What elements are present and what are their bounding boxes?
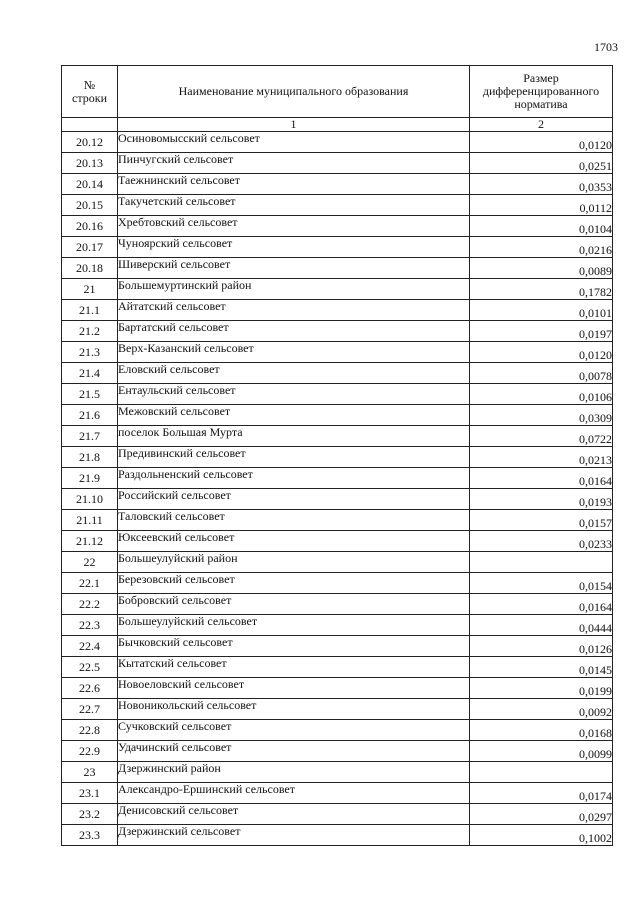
table-row	[62, 132, 613, 153]
normative-value-cell: 0,0078	[470, 363, 613, 384]
column-index-value: 2	[470, 118, 613, 132]
row-number-cell: 21.4	[62, 363, 118, 384]
normative-value-cell: 0,0168	[470, 720, 613, 741]
municipality-name-cell: Бычковский сельсовет	[118, 636, 470, 657]
municipality-name-cell: Ентаульский сельсовет	[118, 384, 470, 405]
normative-value-cell: 0,0145	[470, 657, 613, 678]
row-number-cell: 22.5	[62, 657, 118, 678]
normative-value-cell: 0,0120	[470, 132, 613, 153]
municipality-name-cell: Кытатский сельсовет	[118, 657, 470, 678]
row-number-cell: 22.6	[62, 678, 118, 699]
table-row	[62, 636, 613, 657]
table-row	[62, 216, 613, 237]
normative-value-cell: 0,1782	[470, 279, 613, 300]
normative-value-cell: 0,0197	[470, 321, 613, 342]
normative-value-cell: 0,1002	[470, 825, 613, 846]
column-index-row	[62, 118, 613, 132]
municipality-name-cell: Верх-Казанский сельсовет	[118, 342, 470, 363]
table-row	[62, 678, 613, 699]
table-row	[62, 321, 613, 342]
row-number-cell: 22.9	[62, 741, 118, 762]
table-row	[62, 741, 613, 762]
row-number-cell: 22.4	[62, 636, 118, 657]
row-number-cell: 21.1	[62, 300, 118, 321]
municipality-name-cell: Большеулуйский район	[118, 552, 470, 573]
row-number-cell: 21.8	[62, 447, 118, 468]
column-index-empty	[62, 118, 118, 132]
municipality-name-cell: Предивинский сельсовет	[118, 447, 470, 468]
table-header-row	[62, 66, 613, 118]
municipality-name-cell: Удачинский сельсовет	[118, 741, 470, 762]
municipality-name-cell: Дзержинский район	[118, 762, 470, 783]
normative-value-cell: 0,0309	[470, 405, 613, 426]
normative-value-cell: 0,0104	[470, 216, 613, 237]
row-number-cell: 21.7	[62, 426, 118, 447]
row-number-cell: 22.3	[62, 615, 118, 636]
row-number-cell: 22.2	[62, 594, 118, 615]
normative-value-cell: 0,0126	[470, 636, 613, 657]
municipality-name-cell: Таловский сельсовет	[118, 510, 470, 531]
row-number-cell: 22	[62, 552, 118, 573]
municipality-name-cell: поселок Большая Мурта	[118, 426, 470, 447]
table-row	[62, 489, 613, 510]
municipality-name-cell: Таежнинский сельсовет	[118, 174, 470, 195]
municipality-name-cell: Сучковский сельсовет	[118, 720, 470, 741]
municipality-name-cell: Осиновомысский сельсовет	[118, 132, 470, 153]
municipality-name-cell: Еловский сельсовет	[118, 363, 470, 384]
municipality-name-cell: Пинчугский сельсовет	[118, 153, 470, 174]
table-row	[62, 279, 613, 300]
row-number-cell: 23	[62, 762, 118, 783]
normative-value-cell: 0,0101	[470, 300, 613, 321]
municipality-name-cell: Такучетский сельсовет	[118, 195, 470, 216]
table-row	[62, 552, 613, 573]
row-number-cell: 22.1	[62, 573, 118, 594]
table-row	[62, 762, 613, 783]
municipality-name-cell: Раздольненский сельсовет	[118, 468, 470, 489]
normative-value-cell: 0,0120	[470, 342, 613, 363]
normative-value-cell: 0,0164	[470, 594, 613, 615]
table-row	[62, 405, 613, 426]
normative-value-cell: 0,0106	[470, 384, 613, 405]
normative-value-cell	[470, 552, 613, 573]
normative-value-cell: 0,0099	[470, 741, 613, 762]
normative-value-cell: 0,0174	[470, 783, 613, 804]
row-number-cell: 21.2	[62, 321, 118, 342]
page-number: 1703	[594, 40, 618, 54]
row-number-cell: 20.18	[62, 258, 118, 279]
municipality-name-cell: Новоникольский сельсовет	[118, 699, 470, 720]
table-row	[62, 783, 613, 804]
municipality-name-cell: Айтатский сельсовет	[118, 300, 470, 321]
table-row	[62, 804, 613, 825]
row-number-cell: 20.14	[62, 174, 118, 195]
row-number-cell: 23.3	[62, 825, 118, 846]
normative-value-cell: 0,0157	[470, 510, 613, 531]
municipality-name-cell: Дзержинский сельсовет	[118, 825, 470, 846]
municipality-name-cell: Большеулуйский сельсовет	[118, 615, 470, 636]
header-row-number: № строки	[62, 66, 118, 118]
table-row	[62, 657, 613, 678]
table-row	[62, 594, 613, 615]
table-row	[62, 510, 613, 531]
table-row	[62, 384, 613, 405]
row-number-cell: 20.17	[62, 237, 118, 258]
row-number-cell: 21.6	[62, 405, 118, 426]
normative-value-cell: 0,0444	[470, 615, 613, 636]
header-normative-size: Размер дифференцированного норматива	[470, 66, 613, 118]
row-number-cell: 22.7	[62, 699, 118, 720]
municipality-name-cell: Российский сельсовет	[118, 489, 470, 510]
row-number-cell: 21.10	[62, 489, 118, 510]
row-number-cell: 23.2	[62, 804, 118, 825]
row-number-cell: 22.8	[62, 720, 118, 741]
table-row	[62, 426, 613, 447]
normative-value-cell: 0,0092	[470, 699, 613, 720]
municipality-name-cell: Юксеевский сельсовет	[118, 531, 470, 552]
table-row	[62, 174, 613, 195]
normative-value-cell: 0,0154	[470, 573, 613, 594]
table-row	[62, 615, 613, 636]
normative-value-cell: 0,0213	[470, 447, 613, 468]
municipality-name-cell: Межовский сельсовет	[118, 405, 470, 426]
normative-table	[61, 65, 613, 846]
column-index-name: 1	[118, 118, 470, 132]
row-number-cell: 20.13	[62, 153, 118, 174]
normative-value-cell: 0,0112	[470, 195, 613, 216]
table-row	[62, 699, 613, 720]
table-row	[62, 573, 613, 594]
table-row	[62, 300, 613, 321]
row-number-cell: 21.9	[62, 468, 118, 489]
row-number-cell: 20.15	[62, 195, 118, 216]
table-row	[62, 720, 613, 741]
table-row	[62, 153, 613, 174]
normative-value-cell: 0,0199	[470, 678, 613, 699]
table-row	[62, 363, 613, 384]
row-number-cell: 20.16	[62, 216, 118, 237]
normative-value-cell	[470, 762, 613, 783]
table-row	[62, 342, 613, 363]
header-municipality-name: Наименование муниципального образования	[118, 66, 470, 118]
row-number-cell: 21.3	[62, 342, 118, 363]
row-number-cell: 23.1	[62, 783, 118, 804]
row-number-cell: 20.12	[62, 132, 118, 153]
table-row	[62, 447, 613, 468]
normative-value-cell: 0,0089	[470, 258, 613, 279]
table-row	[62, 258, 613, 279]
normative-value-cell: 0,0722	[470, 426, 613, 447]
municipality-name-cell: Большемуртинский район	[118, 279, 470, 300]
municipality-name-cell: Денисовский сельсовет	[118, 804, 470, 825]
table-row	[62, 195, 613, 216]
normative-value-cell: 0,0164	[470, 468, 613, 489]
municipality-name-cell: Бобровский сельсовет	[118, 594, 470, 615]
table-body	[62, 132, 613, 846]
normative-value-cell: 0,0251	[470, 153, 613, 174]
normative-value-cell: 0,0297	[470, 804, 613, 825]
municipality-name-cell: Чуноярский сельсовет	[118, 237, 470, 258]
table-row	[62, 825, 613, 846]
row-number-cell: 21	[62, 279, 118, 300]
municipality-name-cell: Березовский сельсовет	[118, 573, 470, 594]
row-number-cell: 21.11	[62, 510, 118, 531]
normative-value-cell: 0,0193	[470, 489, 613, 510]
municipality-name-cell: Бартатский сельсовет	[118, 321, 470, 342]
row-number-cell: 21.5	[62, 384, 118, 405]
normative-value-cell: 0,0233	[470, 531, 613, 552]
normative-value-cell: 0,0216	[470, 237, 613, 258]
row-number-cell: 21.12	[62, 531, 118, 552]
municipality-name-cell: Шиверский сельсовет	[118, 258, 470, 279]
normative-value-cell: 0,0353	[470, 174, 613, 195]
table-row	[62, 531, 613, 552]
table-row	[62, 237, 613, 258]
table-row	[62, 468, 613, 489]
municipality-name-cell: Хребтовский сельсовет	[118, 216, 470, 237]
municipality-name-cell: Новоеловский сельсовет	[118, 678, 470, 699]
municipality-name-cell: Александро-Ершинский сельсовет	[118, 783, 470, 804]
